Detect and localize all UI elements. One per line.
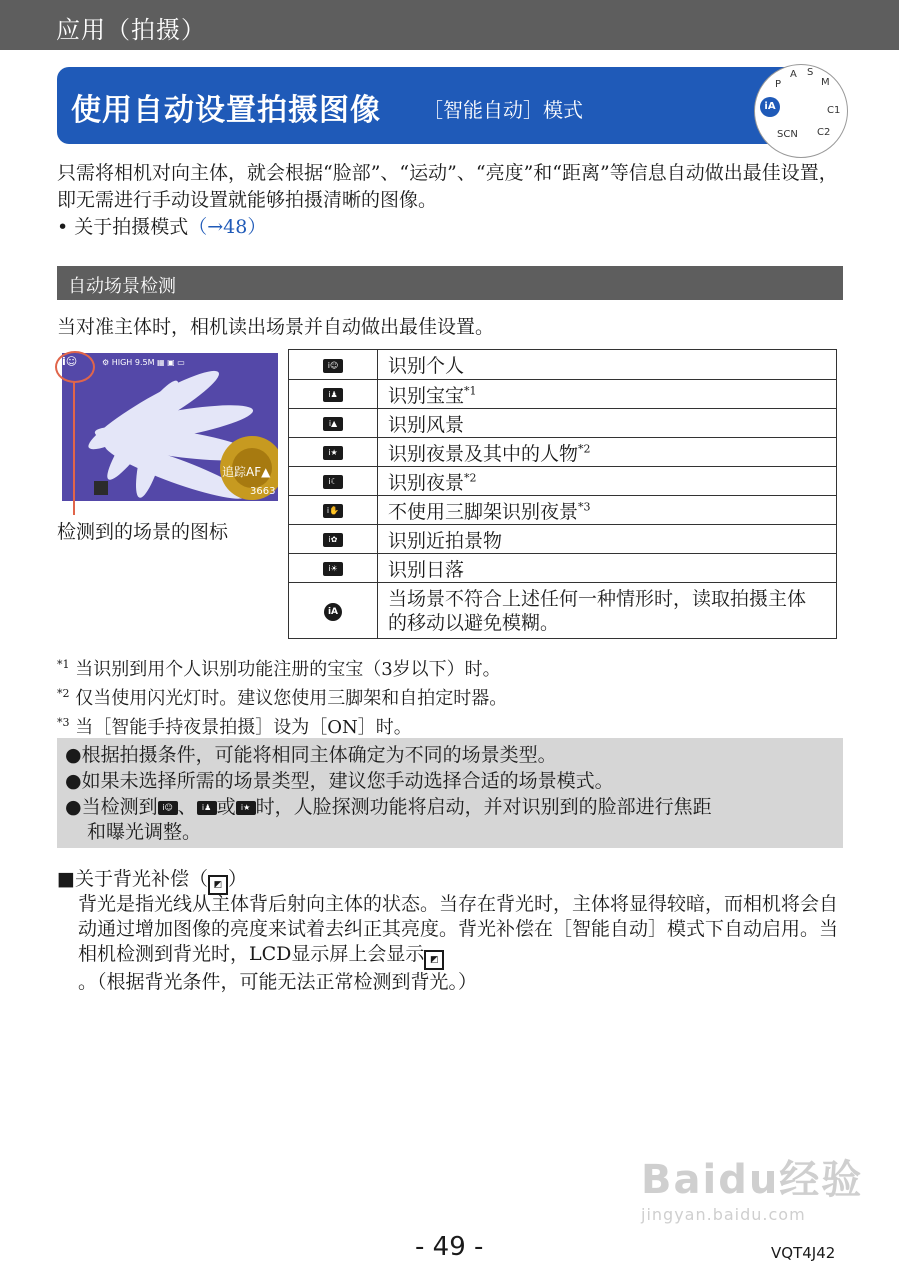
dial-letter: SCN [777, 129, 798, 140]
scene-label: 识别宝宝 [388, 384, 465, 407]
footnote-mark: *3 [57, 716, 70, 729]
paragraph-text: 背光是指光线从主体背后射向主体的状态。当存在背光时，主体将显得较暗，而相机将会自动通过增加图像的亮度来试着去纠正其亮度。背光补偿在［智能自动］模式下自动启用。当相机检测到背光时，LCD显示屏上会显示 [78, 893, 839, 965]
note-item: ●根据拍摄条件，可能将相同主体确定为不同的场景类型。 [65, 744, 557, 766]
footnote-ref: *1 [464, 384, 477, 398]
tracking-af-label: 追踪AF▲ [222, 465, 271, 479]
note-item: 和曝光调整。 [87, 821, 202, 843]
camera-screen [62, 353, 278, 501]
i-sunset-icon: i☀ [323, 562, 343, 576]
table-row [289, 525, 837, 554]
scene-label: 识别近拍景物 [388, 529, 503, 552]
table-row [289, 496, 837, 525]
footnotes [57, 653, 507, 740]
document-code: VQT4J42 [771, 1244, 836, 1262]
dial-letter: C2 [817, 127, 831, 138]
scene-label: 识别日落 [388, 558, 465, 581]
i-handheld-night-icon: i✋ [323, 504, 343, 518]
dial-letter: C1 [827, 105, 841, 116]
intro-paragraph: 只需将相机对向主体，就会根据“脸部”、“运动”、“亮度”和“距离”等信息自动做出最佳设置，即无需进行手动设置就能够拍摄清晰的图像。 [57, 162, 838, 211]
table-row [289, 380, 837, 409]
table-row [289, 409, 837, 438]
table-row [289, 583, 837, 639]
page-title: 使用自动设置拍摄图像 [71, 93, 381, 128]
dial-letter: M [821, 77, 830, 88]
backlight-icon: ◩ [424, 950, 444, 970]
footnote-ref: *2 [464, 471, 477, 485]
callout-line [73, 381, 75, 515]
footnote-3 [57, 711, 507, 740]
i-portrait-icon: i☺ [158, 801, 178, 815]
note-text: ●当检测到 [65, 796, 158, 818]
scene-table [288, 349, 837, 639]
i-baby-icon: i♟ [323, 388, 343, 402]
backlight-heading [57, 864, 247, 895]
footnote-ref: *2 [578, 442, 591, 456]
scene-label: 识别风景 [388, 413, 465, 436]
i-portrait-icon: i☺ [323, 359, 343, 373]
footnote-ref: *3 [578, 500, 591, 514]
dial-letter: A [790, 69, 797, 80]
page-link[interactable]: （→48） [188, 216, 267, 238]
watermark [641, 1148, 863, 1224]
footnote-text: 当［智能手持夜景拍摄］设为［ON］时。 [69, 717, 412, 738]
note-item [65, 795, 712, 820]
detected-scene-icon: i☺ [62, 355, 78, 368]
heading-text: ） [227, 868, 247, 890]
screen-status-bar: ⚙ HIGH 9.5M ▦ ▣ ▭ [102, 358, 185, 367]
backlight-icon: ◩ [208, 875, 228, 895]
intro-bullet [57, 214, 842, 241]
table-row [289, 467, 837, 496]
i-scenery-icon: i▲ [323, 417, 343, 431]
i-night-scenery-icon: i☾ [323, 475, 343, 489]
page-number: - 49 - [415, 1232, 484, 1262]
scene-label: 识别夜景及其中的人物 [388, 442, 579, 465]
note-text: 、 [177, 796, 197, 818]
watermark-url: jingyan.baidu.com [641, 1205, 806, 1224]
i-macro-icon: i✿ [323, 533, 343, 547]
section-title: 自动场景检测 [68, 276, 176, 297]
footnote-1 [57, 653, 507, 682]
page-header [0, 0, 899, 50]
i-baby-icon: i♟ [197, 801, 217, 815]
page-subtitle: ［智能自动］模式 [423, 98, 583, 122]
table-row [289, 438, 837, 467]
section-header [57, 266, 843, 300]
note-text: 时，人脸探测功能将启动，并对识别到的脸部进行焦距 [255, 796, 712, 818]
backlight-paragraph [78, 892, 840, 995]
screen-caption: 检测到的场景的图标 [57, 521, 229, 543]
header-section: 应用（拍摄） [56, 16, 206, 44]
scene-label: 当场景不符合上述任何一种情形时，读取拍摄主体的移动以避免模糊。 [388, 587, 807, 634]
dial-ia-icon: iA [760, 97, 780, 117]
paragraph-text: 。（根据背光条件，可能无法正常检测到背光。） [78, 971, 478, 993]
footnote-text: 仅当使用闪光灯时。建议您使用三脚架和自拍定时器。 [69, 688, 508, 709]
scene-label: 识别夜景 [388, 471, 465, 494]
dial-letter: P [775, 79, 782, 90]
mode-dial-icon [754, 64, 848, 158]
watermark-logo: Baidu经验 [641, 1157, 864, 1203]
table-row [289, 350, 837, 380]
intro-text [57, 160, 842, 241]
section-lead: 当对准主体时，相机读出场景并自动做出最佳设置。 [57, 316, 495, 338]
i-night-portrait-icon: i★ [323, 446, 343, 460]
note-text: 或 [216, 796, 236, 818]
scene-icon-highlight [55, 351, 95, 383]
footnote-text: 当识别到用个人识别功能注册的宝宝（3岁以下）时。 [69, 659, 501, 680]
note-item: ●如果未选择所需的场景类型，建议您手动选择合适的场景模式。 [65, 770, 614, 792]
heading-text: ■关于背光补偿（ [57, 868, 208, 890]
notes-box [57, 738, 843, 848]
scene-label: 识别个人 [388, 355, 465, 377]
footnote-mark: *1 [57, 658, 70, 671]
title-banner [57, 67, 797, 144]
i-night-portrait-icon: i★ [236, 801, 256, 815]
bullet-text: • 关于拍摄模式 [57, 216, 189, 238]
footnote-2 [57, 682, 507, 711]
footnote-mark: *2 [57, 687, 70, 700]
scene-label: 不使用三脚架识别夜景 [388, 500, 579, 523]
ia-icon: iA [324, 603, 342, 621]
shots-remaining: 3663 [250, 486, 276, 497]
dial-letter: S [807, 67, 814, 78]
table-row [289, 554, 837, 583]
